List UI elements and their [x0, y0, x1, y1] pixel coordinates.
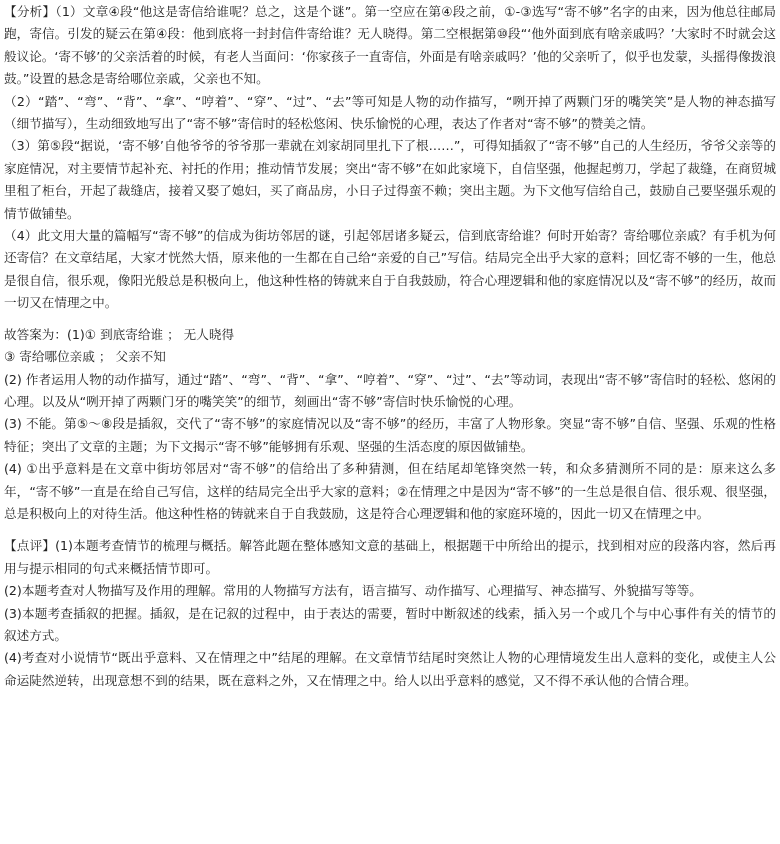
analysis-paragraph-4: （4）此文用大量的篇幅写“寄不够”的信成为街坊邻居的谜，引起邻居诸多疑云，信到底寄给谁？何时开始寄？寄给哪位亲戚？有手机为何还寄信？在文章结尾，大家才恍然大悟，原来他的一生都在自己给“亲爱的自己”写信。结局完全出乎大家的意料；回忆寄不够的一生，他总是很自信，很乐观，像阳光般总是积极向上，他这种性格的铸就来自于自我鼓励，符合心理逻辑和他的家庭情况以及“寄不够”的经历，故而一切又在情理之中。: [4, 228, 776, 311]
review-paragraph-1: 【点评】(1)本题考查情节的梳理与概括。解答此题在整体感知文意的基础上，根据题干中所给出的提示，找到相对应的段落内容，然后再用与提示相同的句式来概括情节即可。: [4, 538, 776, 576]
analysis-paragraph-2: （2）“踏”、“弯”、“背”、“拿”、“哼着”、“穿”、“过”、“去”等可知是人物的动作描写，“咧开掉了两颗门牙的嘴笑笑”是人物的神态描写（细节描写），生动细致地写出了“寄不够”寄信时的轻松悠闲、快乐愉悦的心理，表达了作者对“寄不够”的赞美之情。: [4, 93, 776, 132]
analysis-paragraph-1: 【分析】（1）文章④段“他这是寄信给谁呢？总之，这是个谜”。第一空应在第④段之前，①-③选写“寄不够”名字的由来，因为他总往邮局跑，寄信。引发的疑云在第④段：他到底将一封封信件寄给谁？无人晓得。第二空根据第⑩段“‘他外面到底有啥亲戚吗？’大家时不时就会这般议论。‘寄不够’的父亲活着的时候，有老人当面问：‘你家孩子一直寄信，外面是有啥亲戚吗？’他的父亲听了，似乎也发蒙，头摇得像拨浪鼓。”设置的悬念是寄给哪位亲戚，父亲也不知。: [4, 4, 776, 87]
answer-paragraph-2: (2) 作者运用人物的动作描写，通过“踏”、“弯”、“背”、“拿”、“哼着”、“穿”、“过”、“去”等动词，表现出“寄不够”寄信时的轻松、悠闲的心理。以及从“咧开掉了两颗门牙的嘴笑笑”的细节，刻画出“寄不够”寄信时快乐愉悦的心理。: [4, 371, 776, 409]
review-paragraph-3: (3)本题考查插叙的把握。插叙，是在记叙的过程中，由于表达的需要，暂时中断叙述的线索，插入另一个或几个与中心事件有关的情节的叙述方式。: [4, 605, 776, 643]
review-paragraph-4: (4)考查对小说情节“既出乎意料、又在情理之中”结尾的理解。在文章情节结尾时突然让人物的心理情境发生出人意料的变化，或使主人公命运陡然逆转，出现意想不到的结果，既在意料之外，又在情理之中。给人以出乎意料的感觉，又不得不承认他的合情合理。: [4, 650, 776, 688]
review-section: [4, 535, 776, 692]
answer-intro: 故答案为：(1)① 到底寄给谁 ； 无人晓得: [4, 326, 235, 342]
answer-line-2: ③ 寄给哪位亲戚 ； 父亲不知: [4, 349, 166, 365]
answer-paragraph-4: (4) ①出乎意料是在文章中街坊邻居对“寄不够”的信给出了多种猜测，但在结尾却笔锋突然一转，和众多猜测所不同的是：原来这么多年，“寄不够”一直是在给自己写信，这样的结局完全出乎大家的意料；②在情理之中是因为“寄不够”的一生总是很自信、很乐观、很坚强，总是积极向上的对待生活。他这种性格的铸就来自于自我鼓励，这是符合心理逻辑和他的家庭环境的，因此一切又在情理之中。: [4, 461, 776, 521]
review-paragraph-2: (2)本题考查对人物描写及作用的理解。常用的人物描写方法有，语言描写、动作描写、心理描写、神态描写、外貌描写等等。: [4, 583, 702, 599]
solution-page: [4, 1, 776, 692]
analysis-paragraph-3: （3）第⑤段“据说，‘寄不够’自他爷爷的爷爷那一辈就在刘家胡同里扎下了根……”，可得知插叙了“寄不够”自己的人生经历，爷爷父亲等的家庭情况，对主要情节起补充、衬托的作用；推动情节发展；突出“寄不够”在如此家境下，自信坚强，他握起剪刀，学起了裁缝，在商贸城里租了柜台，开起了裁缝店，接着又娶了媳妇，买了商品房，小日子过得蛮不赖；突出主题。为下文他写信给自己，鼓励自己要坚强乐观的情节做铺垫。: [4, 138, 776, 221]
answer-section: [4, 324, 776, 526]
answer-paragraph-3: (3) 不能。第⑤～⑧段是插叙，交代了“寄不够”的家庭情况以及“寄不够”的经历，丰富了人物形象。突显“寄不够”自信、坚强、乐观的性格特征；突出了文章的主题；为下文揭示“寄不够”能够拥有乐观、坚强的生活态度的原因做铺垫。: [4, 416, 776, 454]
analysis-section: [4, 1, 776, 315]
